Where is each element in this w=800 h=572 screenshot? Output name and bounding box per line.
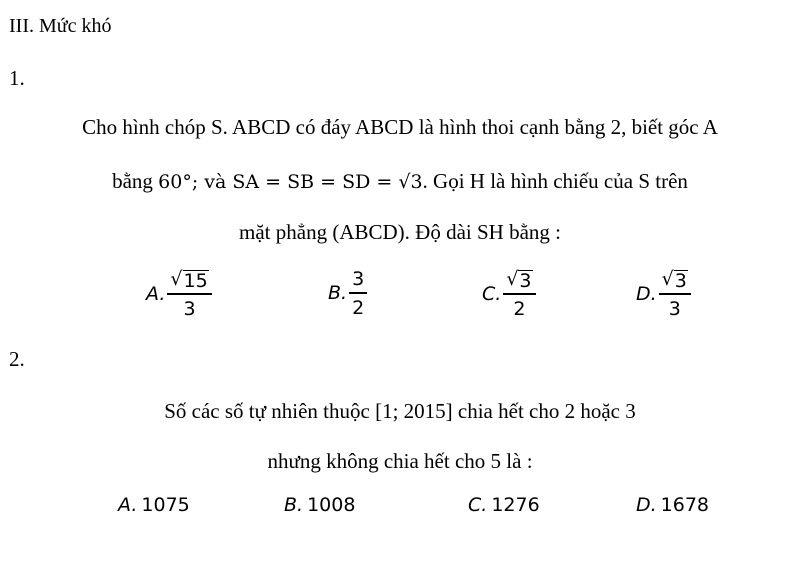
- answer-option-c: [468, 494, 540, 516]
- square-root: [506, 268, 532, 291]
- fraction: [659, 268, 691, 320]
- fraction-numerator: [659, 268, 691, 293]
- fraction-numerator: [503, 268, 535, 293]
- radicand: 3: [674, 270, 687, 292]
- answer-option-a: [118, 494, 190, 516]
- answer-letter: D.: [636, 494, 657, 516]
- square-root: [662, 268, 688, 291]
- answer-option-b: [284, 494, 355, 516]
- fraction-denominator: 3: [668, 297, 681, 320]
- answer-value: 1678: [660, 494, 710, 516]
- fraction-denominator: 3: [183, 297, 196, 320]
- radicand: 15: [183, 270, 208, 292]
- answer-letter: B.: [328, 282, 348, 305]
- answer-letter: A.: [118, 494, 138, 516]
- question-text-line: Số các số tự nhiên thuộc [1; 2015] chia hết cho 2 hoặc 3: [164, 399, 636, 423]
- answer-value: 1276: [491, 494, 540, 516]
- question-text-line: mặt phẳng (ABCD). Độ dài SH bằng :: [239, 220, 561, 244]
- radicand: 3: [519, 270, 532, 292]
- answer-letter: A.: [146, 282, 166, 305]
- text-segment: . Gọi H là hình chiếu của S trên: [422, 169, 688, 193]
- fraction-numerator: [167, 268, 211, 293]
- math-expression: 60°; và SA = SB = SD = √3: [158, 171, 423, 193]
- square-root: [170, 268, 208, 291]
- question-text-line: Cho hình chóp S. ABCD có đáy ABCD là hình thoi cạnh bằng 2, biết góc A: [82, 115, 718, 139]
- answer-letter: D.: [636, 282, 657, 305]
- answer-letter: B.: [284, 494, 304, 516]
- text-segment: bằng: [112, 169, 159, 193]
- fraction-numerator: 3: [352, 268, 365, 290]
- question-number: 2.: [9, 347, 25, 371]
- radical-sign-icon: √: [170, 268, 183, 290]
- answer-option-b: [328, 268, 367, 319]
- question-text-line: [0, 168, 800, 195]
- answer-option-a: [146, 268, 212, 320]
- fraction: [349, 268, 367, 319]
- fraction: [503, 268, 535, 320]
- question-text-line: nhưng không chia hết cho 5 là :: [267, 449, 533, 473]
- answer-option-d: [636, 494, 709, 516]
- fraction: [167, 268, 211, 320]
- section-title: III. Mức khó: [9, 15, 112, 37]
- radical-sign-icon: √: [661, 268, 674, 290]
- answer-letter: C.: [482, 282, 502, 305]
- answer-value: 1075: [141, 494, 190, 516]
- question-number: 1.: [9, 66, 25, 90]
- fraction-denominator: 2: [352, 296, 365, 319]
- answer-option-d: [636, 268, 691, 320]
- answer-option-c: [482, 268, 536, 320]
- radical-sign-icon: √: [506, 268, 519, 290]
- answer-letter: C.: [468, 494, 488, 516]
- answer-value: 1008: [307, 494, 356, 516]
- fraction-denominator: 2: [513, 297, 526, 320]
